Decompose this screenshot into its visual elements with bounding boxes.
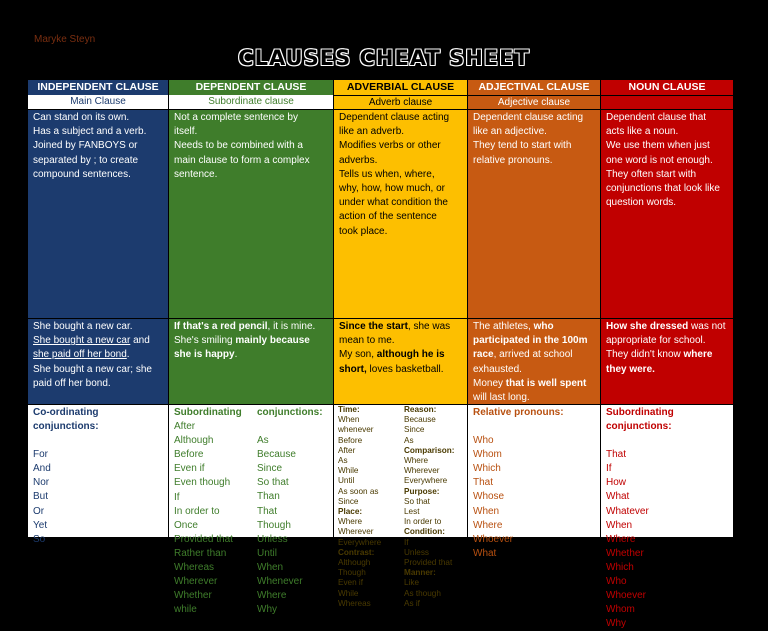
word-item: And — [33, 463, 51, 475]
example-line — [174, 348, 328, 362]
words-adjectival — [468, 405, 600, 559]
adverbial-words-left — [338, 405, 381, 609]
word-item: Before — [338, 435, 363, 445]
desc-line: under what condition the — [339, 197, 448, 209]
desc-line: main clause to form a complex — [174, 154, 310, 166]
words-heading: Comparison: — [404, 445, 455, 455]
word-item: Wherever — [338, 527, 374, 537]
word-item: Like — [404, 578, 420, 588]
words-heading: Purpose: — [404, 486, 440, 496]
example-clause: she paid off her bond — [33, 349, 127, 361]
column-adjectival — [468, 80, 600, 559]
desc-line: Modifies verbs or other — [339, 140, 441, 152]
example-line — [339, 348, 462, 362]
desc-line: conjunctions that look like — [606, 183, 720, 195]
desc-line: Can stand on its own. — [33, 112, 130, 123]
example-line: She bought a new car; she — [33, 363, 152, 375]
desc-line: Not a complete sentence by — [174, 112, 298, 123]
example-line — [174, 320, 328, 334]
word-item: Provided that — [174, 533, 233, 545]
words-heading: Manner: — [404, 568, 436, 578]
example-text: She's smiling — [174, 335, 236, 347]
desc-line: action of the sentence — [339, 211, 437, 223]
desc-line: Dependent clause acting — [339, 112, 450, 123]
word-item: If — [404, 537, 409, 547]
word-item: Because — [257, 449, 296, 461]
word-item: As if — [404, 598, 420, 608]
description-noun — [601, 110, 733, 318]
word-item: while — [174, 604, 197, 616]
desc-line: Dependent clause that — [606, 112, 707, 123]
words-dependent — [169, 405, 333, 616]
desc-line: separated by ; to create — [33, 154, 139, 166]
desc-line: compound sentences. — [33, 168, 131, 180]
word-item: Since — [404, 425, 425, 435]
example-clause: mainly because — [235, 335, 310, 347]
word-item: In order to — [404, 517, 442, 527]
example-clause: short, — [339, 363, 367, 375]
example-line — [174, 334, 328, 348]
word-item: Whether — [174, 590, 212, 602]
words-adverbial — [334, 405, 467, 608]
word-item: As — [257, 435, 269, 447]
example-text: will last long. — [473, 392, 530, 404]
word-item: Even if — [338, 578, 364, 588]
desc-line: Has a subject and a verb. — [33, 126, 147, 138]
words-heading: Condition: — [404, 527, 445, 537]
header-adjectival: ADJECTIVAL CLAUSE — [468, 80, 600, 95]
examples-independent — [28, 319, 168, 404]
example-line — [339, 363, 462, 377]
word-item: Wherever — [174, 576, 218, 588]
word-item: Until — [338, 476, 355, 486]
word-item: whenever — [338, 425, 374, 435]
word-item: Once — [174, 519, 198, 531]
example-clause: How she dressed — [606, 321, 689, 332]
desc-line: Dependent clause acting — [473, 112, 584, 123]
word-item: Why — [606, 618, 626, 630]
word-item: That — [606, 449, 627, 461]
word-item: When — [606, 519, 633, 531]
words-noun — [601, 405, 733, 630]
word-item: Although — [338, 558, 371, 568]
word-item: Where — [606, 533, 636, 545]
word-item: Though — [338, 568, 366, 578]
desc-line: They tend to start with — [473, 140, 572, 152]
word-item: But — [33, 491, 49, 503]
word-item: Whenever — [257, 576, 303, 588]
word-item: Unless — [404, 547, 430, 557]
example-line — [33, 334, 163, 348]
example-clause: she is happy — [174, 349, 235, 361]
word-item: After — [338, 445, 356, 455]
word-item: Whatever — [606, 505, 649, 517]
header-noun: NOUN CLAUSE — [601, 80, 733, 95]
desc-line: relative pronouns. — [473, 154, 553, 166]
desc-line: sentence. — [174, 168, 218, 180]
example-text: , it is mine. — [267, 321, 316, 332]
word-item: Whereas — [174, 562, 215, 574]
word-item: Because — [404, 415, 436, 425]
desc-line: itself. — [174, 126, 198, 138]
example-text: , she was — [407, 321, 451, 332]
desc-line: We use them when just — [606, 140, 710, 152]
word-item: Everywhere — [404, 476, 448, 486]
desc-line: question words. — [606, 197, 677, 209]
word-item: In order to — [174, 505, 220, 517]
word-item: Until — [257, 547, 278, 559]
words-heading: Time: — [338, 405, 360, 414]
word-item: Than — [257, 491, 280, 503]
example-text: loves basketball. — [366, 363, 444, 375]
word-item: So — [33, 533, 46, 545]
example-line: paid off her bond. — [33, 377, 111, 389]
words-heading: Subordinating — [174, 407, 242, 418]
description-adjectival — [468, 110, 600, 318]
word-item: Even if — [174, 463, 205, 475]
desc-line: took place. — [339, 225, 388, 237]
desc-line: like an adjective. — [473, 126, 547, 138]
adverbial-words-right — [404, 405, 455, 609]
examples-dependent — [169, 319, 333, 404]
word-item: When — [257, 561, 284, 573]
word-item: For — [33, 449, 48, 461]
word-item: How — [606, 477, 627, 489]
word-item: Provided that — [404, 558, 453, 568]
word-item: Whether — [606, 547, 644, 559]
example-text: Money — [473, 377, 506, 389]
word-item: Wherever — [404, 466, 440, 476]
desc-line: Needs to be combined with a — [174, 140, 303, 152]
description-dependent — [169, 110, 333, 318]
header-dependent: DEPENDENT CLAUSE — [169, 80, 333, 95]
example-clause: She bought a new car — [33, 335, 131, 347]
word-item: That — [473, 477, 494, 489]
example-text: The athletes, — [473, 321, 534, 332]
word-item: Even though — [174, 477, 231, 489]
description-independent — [28, 110, 168, 318]
dependent-words-left — [174, 406, 242, 617]
word-item: Who — [473, 435, 494, 447]
word-item: Lest — [404, 507, 420, 517]
word-item: As — [404, 435, 414, 445]
word-item: Although — [174, 435, 214, 447]
words-heading: Co-ordinating conjunctions: — [33, 407, 99, 433]
example-text: . — [234, 349, 238, 361]
example-text: My son, — [339, 349, 377, 361]
header-independent: INDEPENDENT CLAUSE — [28, 80, 168, 95]
word-item: After — [174, 421, 196, 433]
word-item: When — [338, 415, 360, 425]
example-text: , arrived at school exhausted. — [473, 349, 573, 375]
column-independent — [28, 80, 168, 545]
example-clause: Since the start — [339, 321, 408, 332]
sub-dependent: Subordinate clause — [169, 95, 333, 109]
author-name: Maryke Steyn — [34, 34, 96, 45]
word-item: Rather than — [174, 547, 227, 559]
example-clause: although he is — [376, 349, 445, 361]
word-item: Where — [257, 590, 287, 602]
word-item: Since — [338, 496, 359, 506]
words-heading: Subordinating conjunctions: — [606, 407, 674, 433]
desc-line: They often start with — [606, 168, 697, 180]
word-item: Where — [473, 519, 503, 531]
word-item: As soon as — [338, 486, 379, 496]
column-adverbial — [334, 80, 467, 608]
words-heading: conjunctions: — [257, 407, 323, 418]
example-clause: where they were. — [606, 349, 713, 375]
word-item: So that — [257, 477, 289, 489]
words-heading: Contrast: — [338, 547, 375, 557]
word-item: Unless — [257, 533, 288, 545]
word-item: Who — [606, 576, 627, 588]
examples-adverbial — [334, 319, 467, 404]
word-item: Or — [33, 505, 45, 517]
dependent-words-right — [257, 406, 323, 617]
example-clause: If that's a red pencil — [174, 321, 268, 332]
words-heading: Place: — [338, 507, 363, 517]
example-line: She bought a new car. — [33, 321, 133, 332]
desc-line: why, how, how much, or — [339, 183, 445, 195]
word-item: Since — [257, 463, 283, 475]
word-item: Before — [174, 449, 204, 461]
word-item: While — [338, 588, 359, 598]
example-text: . — [126, 349, 130, 361]
header-adverbial: ADVERBIAL CLAUSE — [334, 80, 467, 95]
word-item: That — [257, 505, 278, 517]
desc-line: acts like a noun. — [606, 126, 679, 138]
examples-noun — [601, 319, 733, 404]
example-line — [339, 320, 462, 334]
word-item: When — [473, 505, 500, 517]
word-item: If — [174, 491, 180, 503]
example-text: and — [130, 335, 150, 347]
word-item: As though — [404, 588, 441, 598]
word-item: Where — [338, 517, 363, 527]
word-item: While — [338, 466, 359, 476]
desc-line: one word is not enough. — [606, 154, 713, 166]
words-heading: Reason: — [404, 405, 437, 414]
word-item: Why — [257, 604, 277, 616]
word-item: What — [606, 491, 630, 503]
example-line — [33, 348, 163, 362]
word-item: Nor — [33, 477, 50, 489]
column-dependent — [169, 80, 333, 616]
word-item: Where — [404, 456, 429, 466]
desc-line: Tells us when, where, — [339, 168, 435, 180]
desc-line: adverbs. — [339, 154, 378, 166]
sub-independent: Main Clause — [28, 95, 168, 109]
word-item: Yet — [33, 519, 48, 531]
word-item: Whereas — [338, 598, 371, 608]
word-item: Whoever — [606, 590, 647, 602]
word-item: Whoever — [473, 533, 514, 545]
example-text: They didn't know — [606, 349, 684, 361]
word-item: So that — [404, 496, 430, 506]
desc-line: like an adverb. — [339, 126, 405, 138]
column-noun — [601, 80, 733, 630]
word-item: Which — [606, 561, 634, 573]
sub-adverbial: Adverb clause — [334, 95, 467, 109]
sub-noun — [601, 95, 733, 109]
word-item: If — [606, 463, 612, 475]
example-line: mean to me. — [339, 335, 395, 347]
desc-line: Joined by FANBOYS or — [33, 140, 138, 152]
page-title: CLAUSES CHEAT SHEET — [238, 46, 530, 70]
description-adverbial — [334, 110, 467, 318]
word-item: Whom — [473, 449, 502, 461]
word-item: Whose — [473, 491, 505, 503]
cheat-sheet-table — [28, 80, 733, 630]
example-text: was not appropriate for school. — [606, 321, 726, 347]
examples-adjectival — [468, 319, 600, 404]
words-independent — [28, 405, 168, 545]
word-item: What — [473, 547, 497, 559]
word-item: Everywhere — [338, 537, 382, 547]
word-item: Though — [257, 519, 291, 531]
word-item: As — [338, 456, 348, 466]
example-clause: that is well spent — [505, 377, 587, 389]
word-item: Which — [473, 463, 501, 475]
sub-adjectival: Adjective clause — [468, 95, 600, 109]
example-clause: who participated in the 100m race — [473, 321, 588, 361]
words-heading: Relative pronouns: — [473, 407, 564, 418]
word-item: Whom — [606, 604, 635, 616]
